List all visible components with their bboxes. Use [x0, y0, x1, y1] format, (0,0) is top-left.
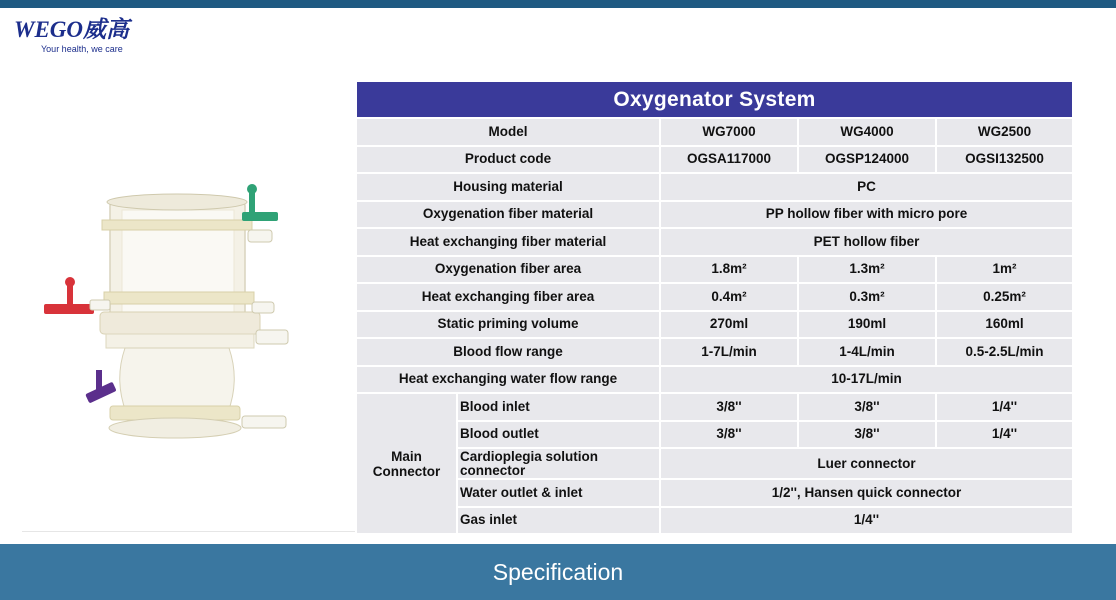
- cell-value: OGSP124000: [798, 146, 936, 174]
- wego-logo: [14, 16, 154, 60]
- table-row: [356, 228, 1073, 256]
- oxygenator-product-image: [30, 180, 305, 450]
- table-row: [356, 393, 1073, 421]
- row-label: Product code: [356, 146, 660, 174]
- table-row: [356, 421, 1073, 449]
- cell-value: WG7000: [660, 118, 798, 146]
- cell-value: PET hollow fiber: [660, 228, 1073, 256]
- table-row: [356, 479, 1073, 507]
- table-row: [356, 507, 1073, 535]
- footer-label: Specification: [492, 558, 624, 585]
- cell-value: PP hollow fiber with micro pore: [660, 201, 1073, 229]
- cell-value: 1m²: [936, 256, 1073, 284]
- cell-value: WG2500: [936, 118, 1073, 146]
- cell-value: PC: [660, 173, 1073, 201]
- cell-value: 3/8'': [798, 393, 936, 421]
- row-label: Oxygenation fiber area: [356, 256, 660, 284]
- row-label: Oxygenation fiber material: [356, 201, 660, 229]
- sub-row-label-line2: connector: [460, 462, 526, 478]
- cell-value: 0.4m²: [660, 283, 798, 311]
- cell-value: 160ml: [936, 311, 1073, 339]
- main-connector-label: [356, 393, 457, 534]
- cell-value: 1/2'', Hansen quick connector: [660, 479, 1073, 507]
- cell-value: 0.25m²: [936, 283, 1073, 311]
- cell-value: 1.8m²: [660, 256, 798, 284]
- cell-value: 1-4L/min: [798, 338, 936, 366]
- cell-value: Luer connector: [660, 448, 1073, 479]
- table-row: [356, 338, 1073, 366]
- sub-row-label: Blood outlet: [457, 421, 660, 449]
- row-label: Model: [356, 118, 660, 146]
- row-label: Housing material: [356, 173, 660, 201]
- sub-row-label-line1: Cardioplegia solution: [460, 448, 599, 464]
- row-label: Static priming volume: [356, 311, 660, 339]
- row-label: Heat exchanging fiber material: [356, 228, 660, 256]
- logo-brand: WEGO威高: [14, 17, 130, 42]
- table-row: [356, 283, 1073, 311]
- cell-value: 1/4'': [660, 507, 1073, 535]
- cell-value: 10-17L/min: [660, 366, 1073, 394]
- row-label: Heat exchanging water flow range: [356, 366, 660, 394]
- divider-line: [22, 531, 357, 532]
- cell-value: 0.5-2.5L/min: [936, 338, 1073, 366]
- cell-value: 1.3m²: [798, 256, 936, 284]
- sub-row-label: [457, 448, 660, 479]
- top-bar: [0, 0, 1116, 8]
- cell-value: 270ml: [660, 311, 798, 339]
- cell-value: 3/8'': [660, 393, 798, 421]
- table-row: [356, 201, 1073, 229]
- cell-value: OGSA117000: [660, 146, 798, 174]
- table-row: [356, 256, 1073, 284]
- row-label: Blood flow range: [356, 338, 660, 366]
- sub-row-label: Water outlet & inlet: [457, 479, 660, 507]
- cell-value: WG4000: [798, 118, 936, 146]
- table-title-row: [356, 81, 1073, 118]
- cell-value: 3/8'': [798, 421, 936, 449]
- main-connector-label-line2: Connector: [372, 463, 441, 479]
- table-row: [356, 146, 1073, 174]
- footer-bar: [0, 544, 1116, 600]
- cell-value: 1-7L/min: [660, 338, 798, 366]
- main-connector-label-line1: Main: [391, 448, 422, 464]
- sub-row-label: Gas inlet: [457, 507, 660, 535]
- cell-value: 190ml: [798, 311, 936, 339]
- cell-value: 3/8'': [660, 421, 798, 449]
- cell-value: 1/4'': [936, 393, 1073, 421]
- logo-tagline: Your health, we care: [41, 44, 123, 54]
- table-title: Oxygenator System: [356, 81, 1073, 118]
- spec-table: [355, 80, 1074, 535]
- table-row: [356, 448, 1073, 479]
- cell-value: 1/4'': [936, 421, 1073, 449]
- row-label: Heat exchanging fiber area: [356, 283, 660, 311]
- cell-value: 0.3m²: [798, 283, 936, 311]
- table-row: [356, 173, 1073, 201]
- table-row: [356, 118, 1073, 146]
- sub-row-label: Blood inlet: [457, 393, 660, 421]
- table-row: [356, 311, 1073, 339]
- cell-value: OGSI132500: [936, 146, 1073, 174]
- table-row: [356, 366, 1073, 394]
